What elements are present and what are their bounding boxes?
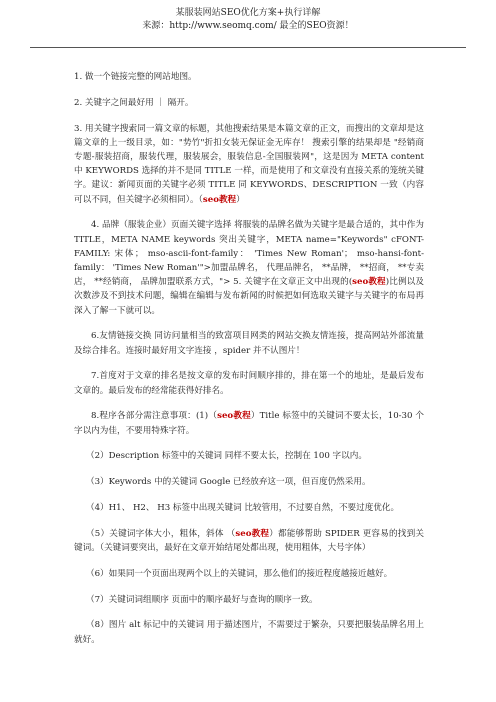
keyword-highlight: seo教程: [235, 528, 270, 539]
source-prefix: 来源：: [142, 21, 170, 31]
list-item: （4）H1、 H2、 H3 标签中出现关键词 比较管用，不过要自然，不要过度优化。: [86, 503, 400, 514]
paragraph-3-text: 3. 用关键字搜索同一篇文章的标题，其他搜索结果是本篇文章的正文，而搜出的文章却是这篇文章的上一级目录，如："势竹"折扣女装无保证金无库存！ 搜索引擎的结果却是 "经销商专题-服装招商，服装代理，服装展会，服装信息-全国服装网"，这是因为 META content 中 KEYWORDS 选择的并不是同 TITLE 一样，而是使用了和文章没有直接关系的笼统关键字。建议：新闻页面的关键字必须 TITLE 同 KEYWORDS、DESCRIPTION 一致（内容可以不同，但关键字必须相同）。: [74, 123, 424, 205]
paragraph-8: [74, 409, 424, 437]
paragraph-4: [74, 218, 424, 317]
document-title: 某服装网站SEO优化方案+执行详解: [175, 8, 321, 18]
list-item: （8）图片 alt 标记中的关键词 用于描述图片，不需要过于繁杂，只要把服装品牌名用上就好。: [74, 620, 424, 645]
paragraph-4-tail: )比例以及次数涉及不到技术问题，编辑在编辑与发布新闻的时候把如何选取关键字与关键字的布局再深入了解一下就可以。: [74, 277, 424, 316]
item-5-text: （5）关键词字体大小，粗体，斜体 （: [86, 528, 236, 539]
paragraph-2: 2. 关键字之间最好用 ｜ 隔开。: [74, 97, 194, 108]
keyword-highlight: seo教程: [352, 277, 386, 288]
keyword-highlight: seo教程: [202, 194, 237, 205]
paragraph-8-text: 8.程序各部分需注意事项：(1)（: [91, 411, 218, 422]
list-item: （7）关键词词组顺序 页面中的顺序最好与查询的顺序一致。: [86, 594, 318, 605]
paragraph-7: 7.首度对于文章的排名是按文章的发布时间顺序排的，排在第一个的地址，是最后发布文章的。最后发布的经常能获得好排名。: [74, 371, 424, 396]
keyword-highlight: seo教程: [217, 411, 251, 422]
paragraph-8-tail: ）Title 标签中的关键词不要太长，10-30 个字以内为佳，不要用特殊字符。: [74, 411, 425, 436]
paragraph-3: [74, 122, 424, 207]
source-url[interactable]: http://www.seomq.com/: [169, 21, 277, 31]
source-line: [0, 20, 496, 33]
source-suffix: 最全的SEO资源！: [276, 21, 354, 31]
paragraph-4-text: 4. 品牌（服装企业）页面关键字选择 将服装的品牌名做为关键字是最合适的，其中作为 TITLE，META NAME keywords 突出关键字，META name="Keywords" cFONT-FAMILY: 宋体； mso-ascii-font-family： 'Times New Roman'； mso-hansi-font-family： 'Times New Roman'">加盟品牌名， 代理品牌名， **品牌， **招商， **专卖店， **经销商， 品牌加盟联系方式，"> 5. 关键字在文章正文中出现的(: [74, 220, 424, 288]
paren-open: （: [198, 194, 203, 205]
paragraph-6: 6.友情链接交换 同访问量相当的致富项目网类的网站交换友情连接，提高网站外部流量及综合排名。连接时最好用文字连接 ，spider 并不认图片！: [74, 331, 424, 356]
header-divider: [30, 47, 466, 48]
list-item: （2）Description 标签中的关键词 同样不要太长，控制在 100 字以内。: [86, 451, 367, 462]
page-header: [0, 7, 496, 33]
list-item: （6）如果同一个页面出现两个以上的关键词，那么他们的接近程度越接近越好。: [86, 568, 393, 579]
list-item: [74, 527, 424, 555]
list-item: （3）Keywords 中的关键词 Google 已经放弃这一项，但百度仍然采用。: [86, 477, 371, 488]
paren-close: ）: [236, 194, 245, 205]
document-body: [74, 70, 424, 658]
item-5-tail: ）都能够帮助 SPIDER 更容易的找到关键词。（关键词要突出，最好在文章开始结尾处都出现，使用粗体，大号字体）: [74, 528, 424, 554]
paragraph-1: 1. 做一个链接完整的网站地图。: [74, 72, 197, 82]
